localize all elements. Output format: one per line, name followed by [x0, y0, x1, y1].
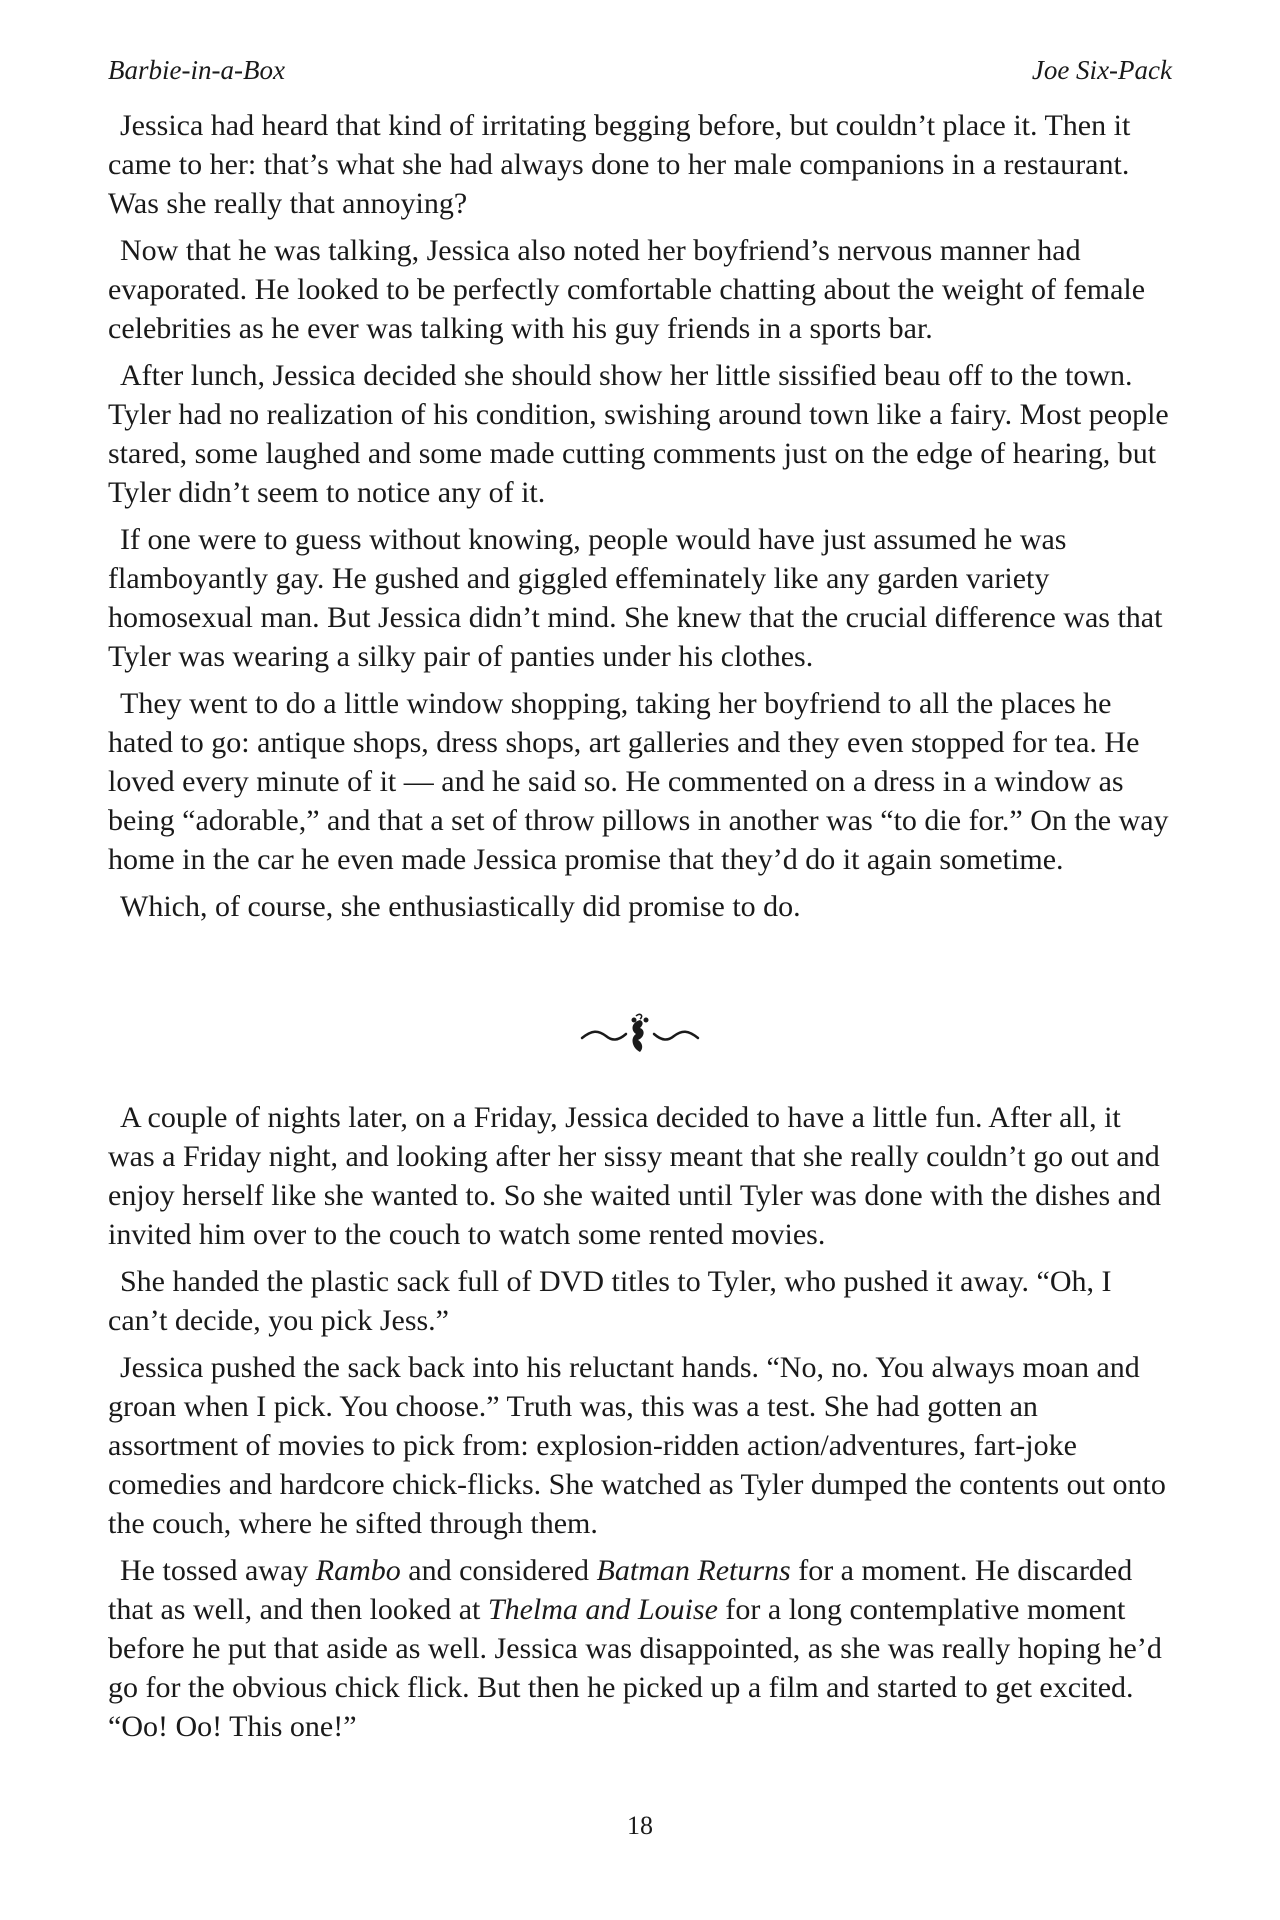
paragraph: After lunch, Jessica decided she should show her little sissified beau off to the town. Tyler had no realization of his condition, swishing around town like a fairy. Most people stared, some laughed and some made cutting comments just on the edge of hearing, but Tyler didn’t seem to notice any of it. — [108, 359, 1169, 509]
paragraph: A couple of nights later, on a Friday, Jessica decided to have a little fun. After all, it was a Friday night, and looking after her sissy meant that she really couldn’t go out and enjoy herself like she wanted to. So she waited until Tyler was done with the dishes and invited him over to the couch to watch some rented movies. — [108, 1101, 1161, 1251]
paragraph: If one were to guess without knowing, people would have just assumed he was flamboyantly gay. He gushed and giggled effeminately like any garden variety homosexual man. But Jessica didn’t mind. She knew that the crucial difference was that Tyler was wearing a silky pair of panties under his clothes. — [108, 523, 1163, 673]
paragraph: Now that he was talking, Jessica also noted her boyfriend’s nervous manner had evaporated. He looked to be perfectly comfortable chatting about the weight of female celebrities as he ever was talking with his guy friends in a sports bar. — [108, 234, 1146, 345]
film-title-thelma-and-louise: Thelma and Louise — [487, 1593, 718, 1626]
film-title-batman-returns: Batman Returns — [596, 1554, 791, 1587]
text-run: for a long contemplative moment before he put that aside as well. Jessica was disappointed, as she was really hoping he’d go for the obvious chick flick. But then he picked up a film and started to get excited. “Oo! Oo! This one!” — [108, 1593, 1162, 1743]
running-head — [108, 50, 1172, 90]
paragraph: Jessica had heard that kind of irritating begging before, but couldn’t place it. Then it came to her: that’s what she had always done to her male companions in a restaurant. Was she really that annoying? — [108, 109, 1131, 220]
film-title-rambo: Rambo — [315, 1554, 401, 1587]
text-block-before-break — [108, 106, 1172, 934]
paragraph: Jessica pushed the sack back into his reluctant hands. “No, no. You always moan and groan when I pick. You choose.” Truth was, this was a test. She had gotten an assortment of movies to pick from: explosion-ridden action/adventures, fart-joke comedies and hardcore chick-flicks. She watched as Tyler dumped the contents out onto the couch, where he sifted through them. — [108, 1351, 1166, 1540]
running-head-book-title: Barbie-in-a-Box — [108, 55, 285, 85]
text-block-after-break — [108, 1098, 1172, 1754]
paragraph: Which, of course, she enthusiastically did promise to do. — [120, 890, 801, 923]
page-number: 18 — [627, 1811, 653, 1840]
text-run: and considered — [400, 1554, 597, 1587]
running-head-author: Joe Six-Pack — [1031, 55, 1172, 85]
text-run: for a moment. He discarded that as well, and then looked at — [108, 1554, 1133, 1626]
fleuron-ornament-icon — [540, 1010, 740, 1060]
paragraph-with-film-titles — [108, 1551, 1172, 1746]
paragraph: She handed the plastic sack full of DVD titles to Tyler, who pushed it away. “Oh, I can’t decide, you pick Jess.” — [108, 1265, 1112, 1337]
text-run: He tossed away — [120, 1554, 316, 1587]
paragraph: They went to do a little window shopping, taking her boyfriend to all the places he hated to go: antique shops, dress shops, art galleries and they even stopped for tea. He loved every minute of it — and he said so. He commented on a dress in a window as being “adorable,” and that a set of throw pillows in another was “to die for.” On the way home in the car he even made Jessica promise that they’d do it again sometime. — [108, 687, 1169, 876]
